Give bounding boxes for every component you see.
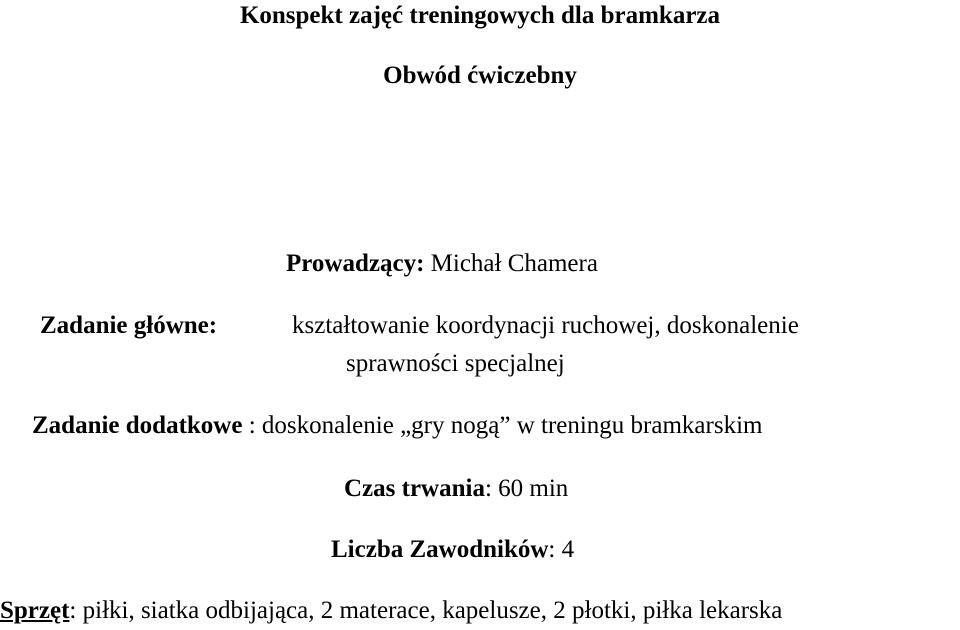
- equipment-value: : piłki, siatka odbijająca, 2 materace, kapelusze, 2 płotki, piłka lekarska: [69, 597, 783, 624]
- duration-value: : 60 min: [484, 475, 569, 502]
- instructor-row: [286, 249, 598, 279]
- players-value: : 4: [548, 536, 575, 563]
- additional-task-label: Zadanie dodatkowe: [32, 412, 243, 439]
- duration-label: Czas trwania: [344, 475, 485, 502]
- instructor-label: Prowadzący:: [286, 250, 425, 277]
- main-task-line-1: kształtowanie koordynacji ruchowej, doskonalenie: [292, 312, 799, 339]
- instructor-value: Michał Chamera: [430, 250, 598, 277]
- additional-task-value: : doskonalenie „gry nogą” w treningu bramkarskim: [242, 412, 763, 439]
- main-task-label: Zadanie główne:: [40, 312, 218, 339]
- document-title: Konspekt zajęć treningowych dla bramkarza: [239, 2, 721, 29]
- duration-row: [344, 474, 568, 504]
- main-task-line-2: sprawności specjalnej: [346, 350, 565, 377]
- players-label: Liczba Zawodników: [331, 536, 549, 563]
- equipment-row: [0, 596, 782, 626]
- players-row: [331, 535, 574, 565]
- equipment-label: Sprzęt: [0, 597, 70, 624]
- document-subtitle: Obwód ćwiczebny: [383, 62, 577, 89]
- additional-task-row: [32, 411, 762, 441]
